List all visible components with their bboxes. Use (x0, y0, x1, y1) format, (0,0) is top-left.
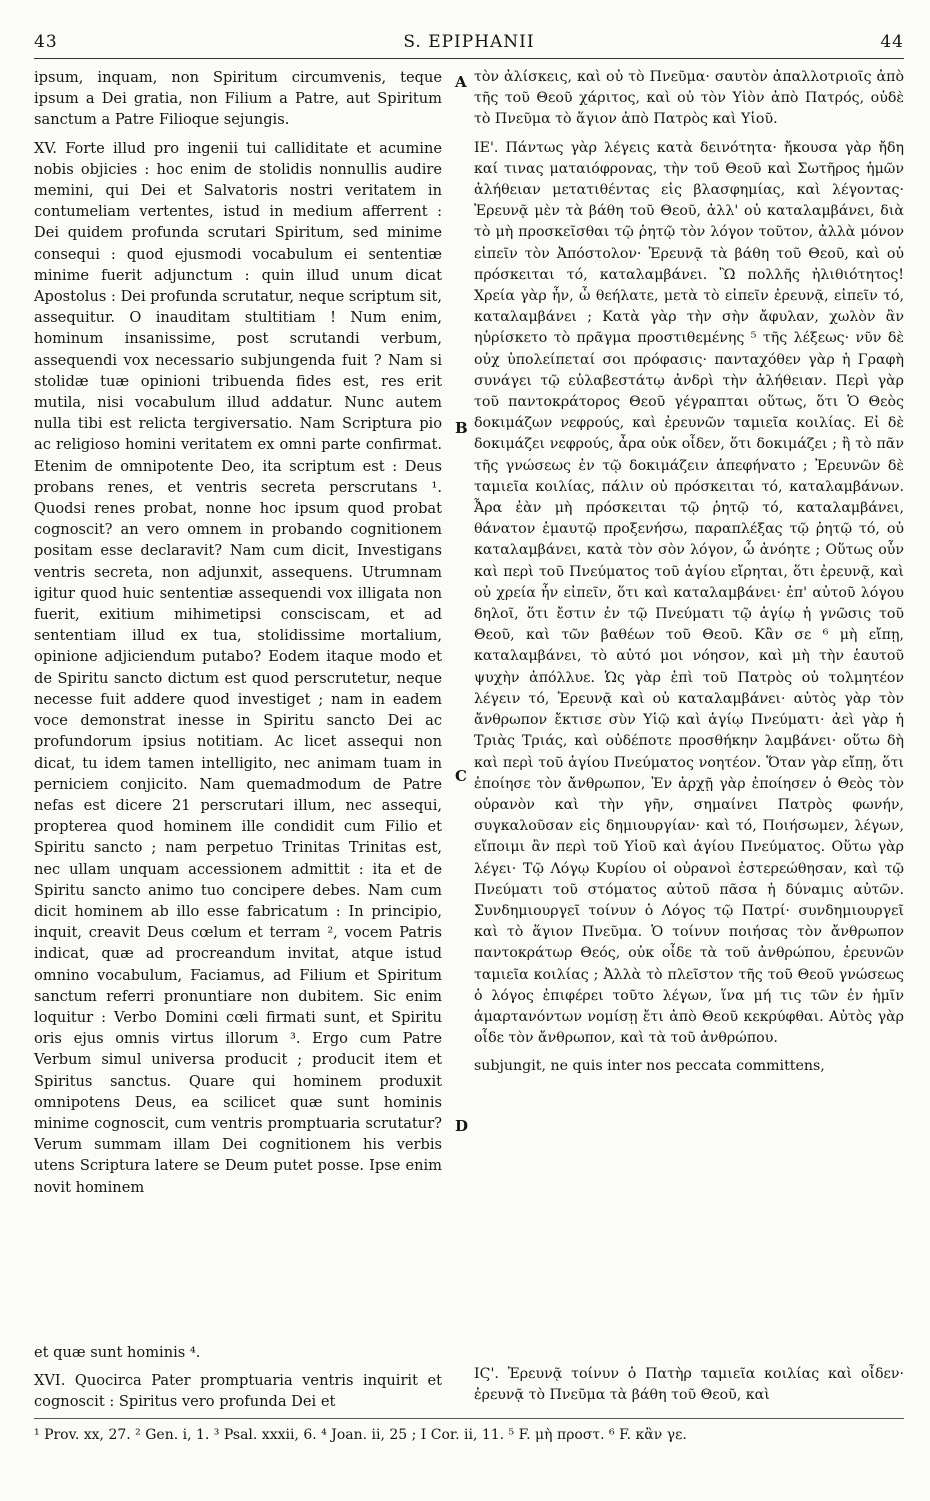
latin-column (34, 67, 442, 1205)
page-number-left: 43 (34, 32, 58, 52)
latin-bridge-line: et quæ sunt hominis ⁴. (34, 1344, 201, 1361)
two-column-body (34, 67, 904, 1397)
footnote-line: ¹ Prov. xx, 27. ² Gen. i, 1. ³ Psal. xxxii, 6. ⁴ Joan. ii, 25 ; I Cor. ii, 11. ⁵ F. μὴ προστ. ⁶ F. κἂν γε. (34, 1427, 687, 1443)
greek-column (474, 67, 904, 1085)
margin-letter-c: C (455, 767, 467, 785)
margin-letter-a: A (455, 73, 467, 91)
margin-letter-d: D (455, 1117, 469, 1135)
greek-tail (474, 1364, 904, 1413)
footnotes (34, 1418, 904, 1445)
running-header (34, 28, 904, 59)
greek-paragraph-2: ΙΕ'. Πάντως γὰρ λέγεις κατὰ δεινότητα· ἤκουσα γὰρ ἤδη καί τινας ματαιόφρονας, τὴν τοῦ Θεοῦ καὶ Σωτῆρος ἡμῶν ἀλήθειαν μετατιθέντας εἰς βλασφημίας, καὶ λέγοντας· Ἐρευνᾷ μὲν τὰ βάθη τοῦ Θεοῦ, ἀλλ' οὐ καταλαμβάνει, διὰ τὸ μὴ προσκεῖσθαι τῷ ῥητῷ τὸν λόγον τοῦτον, ἀλλὰ μόνον εἰπεῖν τὸν Ἀπόστολον· Ἐρευνᾷ τὰ βάθη τοῦ Θεοῦ, καὶ οὐ πρόσκειται τό, καταλαμβάνει. Ὢ πολλῆς ἠλιθιότητος! Χρεία γὰρ ἦν, ὦ θεήλατε, μετὰ τὸ εἰπεῖν ἐρευνᾷ, εἰπεῖν τό, καταλαμβάνει ; Κατὰ γὰρ τὴν σὴν ἄφυλαν, χωλὸν ἂν ηὑρίσκετο τὸ πρᾶγμα προστιθεμένης ⁵ τῆς λέξεως· νῦν δὲ οὐχ ὑπολείπεταί σοι πρόφασις· πανταχόθεν γὰρ ἡ Γραφὴ συνάγει τῷ εὐλαβεστάτῳ ἀνδρὶ τὴν ἀλήθειαν. Περὶ γὰρ τοῦ παντοκράτορος Θεοῦ γέγραπται οὕτως, ὅτι Ὁ Θεὸς δοκιμάζων νεφρούς, καὶ ἐρευνῶν ταμιεῖα κοιλίας. Εἰ δὲ δοκιμάζει νεφρούς, ἆρα οὐκ οἶδεν, ὅτι δοκιμάζει ; ἢ τὸ πᾶν τῆς γνώσεως ἐν τῷ δοκιμάζειν ἀπεφήνατο ; Ἐρευνῶν δὲ ταμιεῖα κοιλίας, πάλιν οὐ πρόσκειται τό, καταλαμβάνων. Ἆρα ἐὰν μὴ πρόσκειται τῷ ῥητῷ τό, καταλαμβάνει, θάνατον ἐμαυτῷ προξενήσω, παραπλέξας τῷ ῥητῷ τό, οὐ καταλαμβάνει, κατὰ τὸν σὸν λόγον, ὦ ἀνόητε ; Οὕτως οὖν καὶ περὶ τοῦ Πνεύματος τοῦ ἁγίου εἴρηται, ὅτι ἐρευνᾷ, καὶ οὐ χρεία ἦν εἰπεῖν, ὅτι καὶ καταλαμβάνει· ἐπ' αὐτοῦ λόγου δηλοῖ, ὅτι ἔστιν ἐν τῷ Πνεύματι τῷ ἁγίῳ ἡ γνῶσις τοῦ Θεοῦ, καὶ τῶν βαθέων τοῦ Θεοῦ. Κἂν σε ⁶ μὴ εἴπῃ, καταλαμβάνει, τὸ αὐτό μοι νόησον, καὶ μὴ τὴν ἑαυτοῦ ψυχὴν ἀπόλλυε. Ὡς γὰρ ἐπὶ τοῦ Πατρὸς οὐ τολμητέον λέγειν τό, Ἐρευνᾷ καὶ οὐ καταλαμβάνει· αὐτὸς γὰρ τὸν ἄνθρωπον ἔκτισε σὺν Υἱῷ καὶ ἁγίῳ Πνεύματι· ἀεὶ γὰρ ἡ Τριὰς Τριάς, καὶ οὐδέποτε προσθήκην λαμβάνει· οὕτω δὴ καὶ περὶ τοῦ ἁγίου Πνεύματος νοητέον. Ὅταν γὰρ εἴπῃ, ὅτι ἐποίησε τὸν ἄνθρωπον, Ἐν ἀρχῇ γὰρ ἐποίησεν ὁ Θεὸς τὸν οὐρανὸν καὶ τὴν γῆν, σημαίνει Πατρὸς φωνήν, συγκαλοῦσαν εἰς δημιουργίαν· καὶ τό, Ποιήσωμεν, λέγων, εἴποιμι ἂν περὶ τοῦ Υἱοῦ καὶ ἁγίου Πνεύματος. Οὕτω γὰρ λέγει· Τῷ Λόγῳ Κυρίου οἱ οὐρανοὶ ἐστερεώθησαν, καὶ τῷ Πνεύματι τοῦ στόματος αὐτοῦ πᾶσα ἡ δύναμις αὐτῶν. Συνδημιουργεῖ τοίνυν ὁ Λόγος τῷ Πατρί· συνδημιουργεῖ καὶ τὸ ἅγιον Πνεῦμα. Ὁ τοίνυν ποιήσας τὸν ἄνθρωπον παντοκράτωρ Θεός, οὐκ οἶδε τὰ τοῦ ἀνθρώπου, ἐρευνῶν ταμιεῖα κοιλίας ; Ἀλλὰ τὸ πλεῖστον τῆς τοῦ Θεοῦ γνώσεως ὁ λόγος ἐπιφέρει τοῦτο λέγων, ἵνα μή τις τῶν ἐν ἡμῖν ἁμαρτανόντων νομίσῃ ἔτι ἀπὸ Θεοῦ κεκρύφθαι. Αὐτὸς γὰρ οἶδε τὸν ἄνθρωπον, καὶ τὰ τοῦ ἀνθρώπου. (474, 139, 904, 1047)
greek-paragraph-1: τὸν ἀλίσκεις, καὶ οὐ τὸ Πνεῦμα· σαυτὸν ἀπαλλοτριοῖς ἀπὸ τῆς τοῦ Θεοῦ χάριτος, καὶ οὐ τὸν Υἱὸν ἀπὸ Πατρός, οὐδὲ τὸ Πνεῦμα τὸ ἅγιον ἀπὸ Πατρὸς καὶ Υἱοῦ. (474, 69, 904, 128)
latin-paragraph-2: XV. Forte illud pro ingenii tui calliditate et acumine nobis objicies : hoc enim de stolidis nonnullis audire memini, qui Dei et Salvatoris nostri veritatem in contumeliam vertentes, istud in medium afferrent : Dei quidem profunda scrutari Spiritum, sed minime consequi : quod ejusmodi vocabulum ei sententiæ minime fuerit adjunctum : quin illud unum dicat Apostolus : Dei profunda scrutatur, neque scriptum sit, assequitur. O inauditam stultitiam ! Num enim, hominum insanissime, post scrutandi verbum, assequendi vox necessario subjungenda fuit ? Nam si stolidæ tuæ opinioni tribuenda fides est, res erit mutila, nisi vocabulum illud addatur. Nunc autem nulla tibi est relicta tergiversatio. Nam Scriptura pio ac religioso homini veritatem ex omni parte confirmat. Etenim de omnipotente Deo, ita scriptum est : Deus probans renes, et ventris secreta perscrutans ¹. Quodsi renes probat, nonne hoc ipsum quod probat cognoscit? an vero omnem in probando cognitionem positam esse declaravit? Nam cum dicit, Investigans ventris secreta, non adjunxit, assequens. Utrumnam igitur quod huic sententiæ assequendi vox illigata non fuerit, exitium mihimetipsi consciscam, et ad sententiam illud ex tua, stolidissime mortalium, opinione adjiciendum putabo? Eodem itaque modo et de Spiritu sancto dictum est quod perscrutetur, neque necesse fuit addere quod investiget ; nam in eadem voce demonstrat inesse in Spiritu sancto Dei ac profundorum ipsius notitiam. Ac licet assequi non dicat, tu idem tamen intelligito, nec animam tuam in perniciem conjicito. Nam quemadmodum de Patre nefas est dicere 21 perscrutari illum, nec assequi, propterea quod hominem ille condidit cum Filio et Spiritu sancto ; nam perpetuo Trinitas Trinitas est, nec ullam unquam accessionem admittit : ita et de Spiritu sancto animo tuo concipere debes. Nam cum dicit hominem ab illo esse fabricatum : In principio, inquit, creavit Deus cœlum et terram ², vocem Patris indicat, quæ ad procreandum invitat, atque istud omnino vocabulum, Faciamus, ad Filium et Spiritum sanctum referri pronuntiare non dubitem. Sic enim loquitur : Verbo Domini cœli firmati sunt, et Spiritu oris ejus omnis virtus illorum ³. Ergo cum Patre Verbum simul universa producit ; producit item et Spiritus sanctus. Quare qui hominem produxit omnipotens Deus, ea scilicet quæ sunt hominis minime cognoscit, cum ventris promptuaria scrutatur? Verum summam illam Dei cognitionem his verbis utens Scriptura latere se Deum putet posse. Ipse enim novit hominem (34, 139, 442, 1196)
greek-paragraph-3: ΙϚ'. Ἐρευνᾷ τοίνυν ὁ Πατὴρ ταμιεῖα κοιλίας καὶ οἶδεν· ἐρευνᾷ τὸ Πνεῦμα τὰ βάθη τοῦ Θεοῦ, καὶ (474, 1366, 904, 1404)
latin-tail (34, 1342, 442, 1420)
margin-letter-b: B (455, 419, 468, 437)
latin-paragraph-1: ipsum, inquam, non Spiritum circumvenis, teque ipsum a Dei gratia, non Filium a Patre, aut Spiritum sanctum a Patre Filioque sejungis. (34, 69, 442, 129)
running-title: S. EPIPHANII (403, 32, 535, 52)
page-number-right: 44 (880, 32, 904, 52)
greek-bridge-line: subjungit, ne quis inter nos peccata committens, (474, 1058, 825, 1075)
latin-paragraph-3: XVI. Quocirca Pater promptuaria ventris inquirit et cognoscit : Spiritus vero profunda Dei et (34, 1372, 442, 1411)
